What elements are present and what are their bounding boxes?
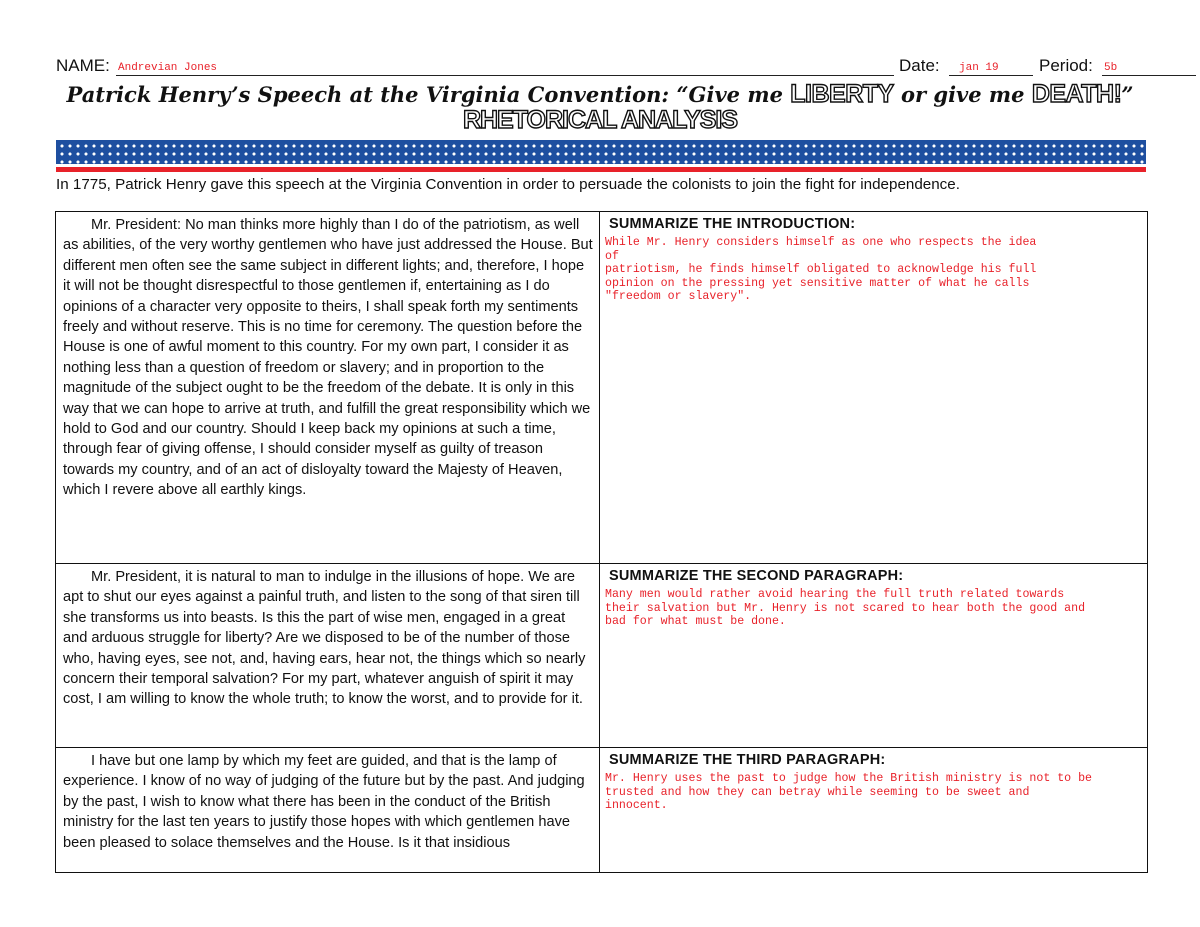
date-field[interactable] bbox=[949, 56, 1033, 76]
passage-cell bbox=[56, 564, 600, 748]
title-death: DEATH! bbox=[1031, 80, 1122, 108]
name-field[interactable] bbox=[116, 56, 894, 76]
title-part3: ” bbox=[1121, 82, 1134, 107]
passage-body: I have but one lamp by which my feet are guided, and that is the lamp of experience. I know of no way of judging of the future but by the past. And judging by the past, I wish to know what there has been in the conduct of the British ministry for the last ten years to justify those hopes with which gentlemen have been pleased to solace themselves and the House. Is it that insidious bbox=[63, 753, 585, 851]
flag-banner bbox=[56, 140, 1146, 174]
table-row bbox=[56, 212, 1148, 564]
name-value: Andrevian Jones bbox=[118, 62, 218, 74]
summary-answer[interactable]: While Mr. Henry considers himself as one who respects the idea of patriotism, he finds himself obligated to acknowledge his full opinion on the pressing yet sensitive matter of what he calls "freedom or slavery". bbox=[605, 236, 1037, 304]
passage-cell bbox=[56, 748, 600, 873]
date-value: jan 19 bbox=[959, 62, 999, 74]
analysis-table bbox=[55, 211, 1148, 873]
period-field[interactable] bbox=[1102, 56, 1196, 76]
title-part2: or give me bbox=[893, 82, 1032, 107]
flag-stars-band bbox=[56, 140, 1146, 164]
name-label: NAME: bbox=[56, 56, 110, 75]
summary-answer[interactable]: Mr. Henry uses the past to judge how the British ministry is not to be trusted and how they can betray while seeming to be sweet and innocent. bbox=[605, 772, 1093, 813]
table-row bbox=[56, 748, 1148, 873]
flag-red-stripe bbox=[56, 167, 1146, 172]
passage-body: Mr. President: No man thinks more highly than I do of the patriotism, as well as abilities, of the very worthy gentlemen who have just addressed the House. But different men often see the same subject in different lights; and, therefore, I hope it will not be thought disrespectful to those gentlemen if, entertaining as I do opinions of a character very opposite to theirs, I shall speak forth my sentiments freely and without reserve. This is no time for ceremony. The question before the House is one of awful moment to this country. For my own part, I consider it as nothing less than a question of freedom or slavery; and in proportion to the magnitude of the subject ought to be the freedom of the debate. It is only in this way that we can hope to arrive at truth, and fulfill the great responsibility which we hold to God and our country. Should I keep back my opinions at such a time, through fear of giving offense, I should consider myself as guilty of treason towards my country, and of an act of disloyalty toward the Majesty of Heaven, which I revere above all earthly kings. bbox=[63, 217, 593, 499]
header-line bbox=[56, 56, 1142, 78]
summary-cell[interactable] bbox=[600, 564, 1148, 748]
passage-cell bbox=[56, 212, 600, 564]
passage-text bbox=[56, 564, 599, 710]
passage-body: Mr. President, it is natural to man to indulge in the illusions of hope. We are apt to shut our eyes against a painful truth, and listen to the song of that siren till she transforms us into beasts. Is this the part of wise men, engaged in a great and arduous struggle for liberty? Are we disposed to be of the number of those who, having eyes, see not, and, having ears, hear not, the things which so nearly concern their temporal salvation? For my part, whatever anguish of spirit it may cost, I am willing to know the whole truth; to know the worst, and to provide for it. bbox=[63, 569, 586, 708]
document-subtitle: RHETORICAL ANALYSIS bbox=[462, 106, 738, 134]
date-label: Date: bbox=[899, 56, 940, 75]
summary-heading: SUMMARIZE THE SECOND PARAGRAPH: bbox=[609, 568, 904, 584]
passage-text bbox=[56, 748, 599, 871]
summary-cell[interactable] bbox=[600, 748, 1148, 873]
table-row bbox=[56, 564, 1148, 748]
title-liberty: LIBERTY bbox=[790, 80, 894, 108]
summary-answer[interactable]: Many men would rather avoid hearing the full truth related towards their salvation but Mr. Henry is not scared to hear both the good and bad for what must be done. bbox=[605, 588, 1086, 629]
document-title bbox=[0, 80, 1200, 109]
period-value: 5b bbox=[1104, 62, 1118, 74]
passage-text bbox=[56, 212, 599, 501]
intro-sentence: In 1775, Patrick Henry gave this speech at the Virginia Convention in order to persuade the colonists to join the fight for independence. bbox=[56, 176, 960, 193]
period-label: Period: bbox=[1039, 56, 1093, 75]
summary-heading: SUMMARIZE THE THIRD PARAGRAPH: bbox=[609, 752, 886, 768]
summary-cell[interactable] bbox=[600, 212, 1148, 564]
title-part1: Patrick Henry’s Speech at the Virginia Convention: “Give me bbox=[66, 82, 791, 107]
summary-heading: SUMMARIZE THE INTRODUCTION: bbox=[609, 216, 856, 232]
